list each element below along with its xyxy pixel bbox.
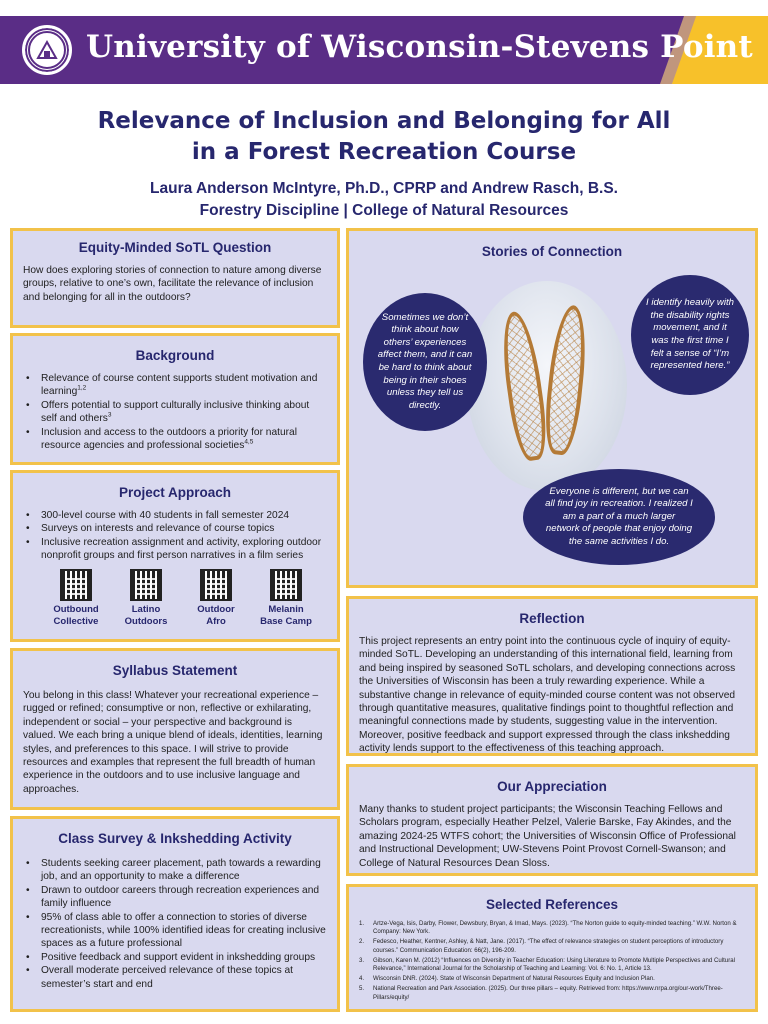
snowshoe-left-icon: [497, 309, 552, 462]
equity-question-panel: [10, 228, 340, 328]
list-item: 5. National Recreation and Park Association. (2025). Our three pillars – equity. Retrieved from: https://www.nrpa.org/our-work/Three-Pillars/equity/: [359, 985, 723, 1001]
author-names: Laura Anderson McIntyre, Ph.D., CPRP and Andrew Rasch, B.S.: [150, 180, 618, 197]
class-survey-heading: Class Survey & Inkshedding Activity: [58, 831, 292, 846]
appreciation-panel: [346, 764, 758, 876]
appreciation-text: Many thanks to student project participants; the Wisconsin Teaching Fellows and Scholars program, especially Heather Pelzel, Valerie Barske, Fay Akindes, and the amazing 2024-25 WTFS cohort; the Universities of Wisconsin Office of Professional and Instructional Development; UW-Stevens Point Provost Cornell-Swanson; and College of Natural Resources Dean Sloss.: [359, 804, 736, 869]
quote-right-text: I identify heavily with the disability rights movement, and it was the first time I felt a sense of “I’m represented here.”: [646, 297, 734, 372]
qr-code-icon: [270, 569, 302, 601]
list-item: • Relevance of course content supports student motivation and learning$^{1,2}$: [23, 372, 327, 399]
reflection-panel: [346, 596, 758, 756]
equity-question-text: How does exploring stories of connection to nature among diverse groups, relative to one’s own, facilitate the relevance of inclusion and belonging for all in the outdoors?: [23, 265, 322, 303]
author-affiliation: Forestry Discipline | College of Natural Resources: [199, 202, 569, 219]
list-item: 1. Artze-Vega, Isis, Darby, Flower, Dewsbury, Bryan, & Imad, Mays. (2023). “The Norton guide to equity-minded teaching.” W.W. Norton & Company: New York.: [359, 920, 737, 936]
university-name: University of Wisconsin-Stevens Point: [86, 29, 753, 65]
list-item: • Positive feedback and support evident in inkshedding groups: [23, 951, 327, 964]
background-list: [13, 372, 337, 452]
qr-melanin-base-camp[interactable]: Melanin Base Camp: [251, 569, 321, 628]
class-survey-list: [13, 857, 337, 991]
quote-bubble-bottom: [523, 469, 715, 565]
list-item: • Overall moderate perceived relevance of these topics at semester’s start and end: [23, 964, 327, 991]
university-seal-logo: [22, 25, 72, 75]
qr-code-icon: [60, 569, 92, 601]
snowshoe-right-icon: [541, 304, 590, 457]
stories-of-connection-panel: [346, 228, 758, 588]
references-heading: Selected References: [485, 897, 619, 912]
syllabus-statement-panel: [10, 648, 340, 810]
seal-emblem-icon: [35, 38, 59, 62]
background-heading: Background: [135, 348, 215, 363]
poster-title-line-2: in a Forest Recreation Course: [191, 139, 577, 165]
list-item: • Drawn to outdoor careers through recreation experiences and family influence: [23, 884, 327, 911]
list-item: • Offers potential to support culturally inclusive thinking about self and others$^3$: [23, 399, 327, 426]
reflection-heading: Reflection: [519, 611, 585, 626]
syllabus-statement-heading: Syllabus Statement: [112, 663, 238, 678]
qr-code-icon: [130, 569, 162, 601]
references-list: [349, 920, 755, 1002]
list-item: 4. Wisconsin DNR. (2024). State of Wisconsin Department of Natural Resources Equity and Inclusion Plan.: [359, 975, 655, 983]
equity-question-heading: Equity-Minded SoTL Question: [78, 240, 272, 255]
qr-outdoor-afro[interactable]: Outdoor Afro: [181, 569, 251, 628]
list-item: 2. Fedesco, Heather, Kentner, Ashley, & Natt, Jane. (2017). “The effect of relevance strategies on student perceptions of introductory courses.” Communication Education: 66(2), 196-209.: [359, 938, 724, 954]
list-item: 3. Gibson, Karen M. (2012) “Influences on Diversity in Teacher Education: Using Literature to Promote Multiple Perspectives and Cultural Relevance,” International Journal for the Scholarship of Teaching and Learning: Vol. 6: No. 1, Article 13.: [359, 956, 735, 973]
project-approach-heading: Project Approach: [118, 485, 232, 500]
project-approach-panel: [10, 470, 340, 642]
stories-heading: Stories of Connection: [481, 244, 623, 259]
quote-bubble-left: [363, 293, 487, 431]
list-item: • Surveys on interests and relevance of course topics: [23, 522, 327, 535]
quote-left-text: Sometimes we don’t think about how others’ experiences affect them, and it can be hard to think about being in their shoes unless they tell us directly.: [377, 311, 473, 411]
poster-title-line-1: Relevance of Inclusion and Belonging for All: [97, 108, 671, 134]
class-survey-panel: [10, 816, 340, 1012]
list-item: • 300-level course with 40 students in fall semester 2024: [23, 509, 327, 522]
qr-outbound-collective[interactable]: Outbound Collective: [41, 569, 111, 628]
list-item: • Students seeking career placement, path towards a rewarding job, and an opportunity to make a difference: [23, 857, 327, 884]
qr-latino-outdoors[interactable]: Latino Outdoors: [111, 569, 181, 628]
syllabus-statement-text: You belong in this class! Whatever your recreational experience – rugged or refined; consumptive or non, reflective or exhilarating, independent or social – your perspective and background is valued. We each bring a unique blend of ideals, identities, learning styles, and preferences to this space. I will strive to provide resources and examples that represent the full breadth of human experience in the outdoors and to use inclusive language and approaches.: [23, 690, 323, 795]
quote-bubble-right: [631, 275, 749, 395]
project-approach-list: [13, 509, 337, 563]
authors-block: [0, 178, 768, 222]
list-item: • Inclusive recreation assignment and activity, exploring outdoor nonprofit groups and first person narratives in a film series: [23, 536, 327, 563]
quote-bottom-text: Everyone is different, but we can all find joy in recreation. I realized I am a part of a much larger network of people that enjoy doing the same activities I do.: [545, 485, 693, 547]
references-panel: [346, 884, 758, 1012]
qr-code-row: [13, 563, 337, 628]
qr-code-icon: [200, 569, 232, 601]
list-item: • Inclusion and access to the outdoors a priority for natural resource agencies and professional societies$^{4,5}$: [23, 426, 327, 453]
appreciation-heading: Our Appreciation: [497, 779, 607, 794]
reflection-text: This project represents an entry point into the continuous cycle of inquiry of equity-minded SoTL. Developing an understanding of this international field, learning from and being inspired by seasoned SoTL scholars, and developing connections across the Universities of Wisconsin has been a truly rewarding experience. While a substantive change in relevance of equity-minded course content was not observed through quantitative measures, qualitative findings point to thoughtful reflection and meaningful connections made by students, suggesting value in the intervention. Moreover, positive feedback and support expressed through the class inkshedding activity lends support to the effectiveness of this teaching approach.: [359, 636, 736, 755]
snowshoes-photo: [467, 281, 627, 491]
poster-title: [0, 106, 768, 168]
header-banner: [0, 16, 768, 84]
list-item: • 95% of class able to offer a connection to stories of diverse recreationists, while 100% identified ideas for creating inclusive spaces as a future professional: [23, 911, 327, 951]
background-panel: [10, 333, 340, 465]
